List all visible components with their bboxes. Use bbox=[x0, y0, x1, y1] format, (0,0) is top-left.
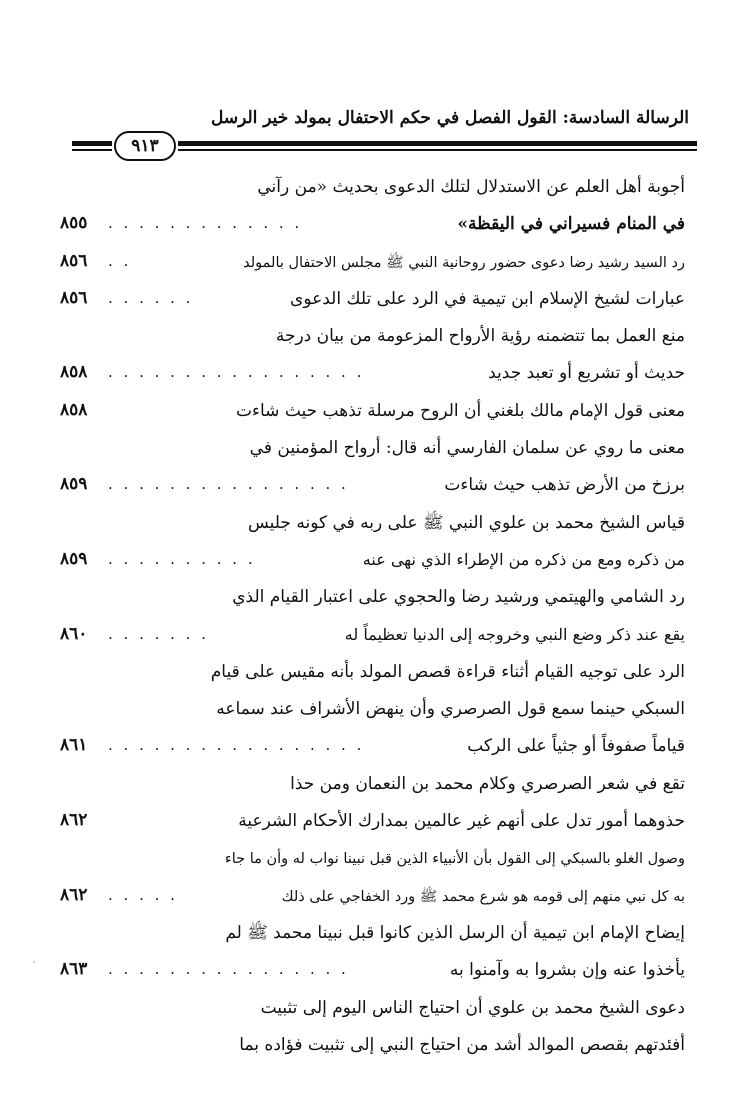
toc-entry bbox=[60, 616, 685, 653]
toc-entry bbox=[60, 392, 685, 429]
toc-entry-text: الرد على توجيه القيام أثناء قراءة قصص المولد بأنه مقيس على قيام bbox=[210, 661, 685, 682]
toc-entry-text: معنى ما روي عن سلمان الفارسي أنه قال: أرواح المؤمنين في bbox=[249, 438, 685, 459]
header-rule bbox=[178, 140, 697, 152]
toc-leader-dots: . . . . . . . . . . bbox=[108, 549, 256, 568]
toc-entry-text: أجوبة أهل العلم عن الاستدلال لتلك الدعوى بحديث «من رآني bbox=[257, 177, 685, 197]
toc-page-number: ٨٦٠ bbox=[60, 623, 88, 644]
toc-entry bbox=[60, 578, 685, 615]
toc-page-number: ٨٥٦ bbox=[60, 250, 88, 271]
toc-leader-dots: . . . . . . . . . . . . . . . . bbox=[108, 960, 349, 979]
toc-page-number: ٨٥٦ bbox=[60, 287, 88, 308]
toc-page-number: ٨٦١ bbox=[60, 735, 88, 756]
running-title: الرسالة السادسة: القول الفصل في حكم الاحتفال بمولد خير الرسل bbox=[210, 108, 689, 128]
toc-entry bbox=[60, 243, 685, 280]
toc-leader-dots: . . . . . . . . . . . . . . . . . bbox=[108, 363, 365, 382]
toc-entry bbox=[60, 541, 685, 578]
toc-page-number: ٨٥٩ bbox=[60, 548, 88, 569]
toc-entry bbox=[60, 466, 685, 503]
toc-entry bbox=[60, 765, 685, 802]
toc-entry bbox=[60, 727, 685, 764]
toc-entry bbox=[60, 168, 685, 205]
toc-leader-dots: . . bbox=[108, 251, 132, 270]
toc-entry bbox=[60, 690, 685, 727]
toc-entry-text: السبكي حينما سمع قول الصرصري وأن ينهض الأشراف عند سماعه bbox=[216, 699, 685, 720]
toc-page-number: ٨٥٥ bbox=[60, 213, 88, 234]
toc-entry-text: دعوى الشيخ محمد بن علوي أن احتياج الناس اليوم إلى تثبيت bbox=[260, 997, 685, 1018]
toc-entry bbox=[60, 839, 685, 876]
toc-page-number: ٨٥٨ bbox=[60, 362, 88, 383]
toc-entry bbox=[60, 1026, 685, 1063]
toc-list bbox=[60, 168, 685, 1063]
toc-entry-text: قياس الشيخ محمد بن علوي النبي ﷺ على ربه في كونه جليس bbox=[248, 512, 685, 533]
toc-entry-text: أفئدتهم بقصص الموالد أشد من احتياج النبي إلى تثبيت فؤاده بما bbox=[239, 1034, 685, 1055]
toc-entry-text: به كل نبي منهم إلى قومه هو شرع محمد ﷺ ورد الخفاجي على ذلك bbox=[281, 888, 685, 905]
toc-entry-text: تقع في شعر الصرصري وكلام محمد بن النعمان ومن حذا bbox=[290, 773, 685, 794]
toc-entry bbox=[60, 317, 685, 354]
toc-leader-dots: . . . . . bbox=[108, 885, 178, 904]
toc-page-number: ٨٦٢ bbox=[60, 810, 88, 831]
header-rule-left bbox=[72, 140, 112, 152]
toc-entry-text: رد الشامي والهيتمي ورشيد رضا والحجوي على اعتبار القيام الذي bbox=[232, 587, 685, 608]
toc-entry-text: يقع عند ذكر وضع النبي وخروجه إلى الدنيا تعظيماً له bbox=[344, 624, 685, 644]
toc-entry-text: حديث أو تشريع أو تعبد جديد bbox=[488, 363, 685, 384]
toc-entry-text: يأخذوا عنه وإن بشروا به وآمنوا به bbox=[449, 960, 685, 981]
toc-leader-dots: . . . . . . . . . . . . . . . . bbox=[108, 475, 349, 494]
toc-entry bbox=[60, 951, 685, 988]
toc-page-number: ٨٦٢ bbox=[60, 884, 88, 905]
toc-entry-text: من ذكره ومع من ذكره من الإطراء الذي نهى عنه bbox=[362, 549, 685, 569]
toc-leader-dots: . . . . . . . . . . . . . bbox=[108, 214, 303, 233]
toc-entry bbox=[60, 653, 685, 690]
toc-entry-text: في المنام فسيراني في اليقظة» bbox=[457, 214, 685, 235]
toc-entry-text: وصول الغلو بالسبكي إلى القول بأن الأنبياء الذين قبل نبينا نواب له وأن ما جاء bbox=[224, 851, 685, 868]
toc-page-number: ٨٦٣ bbox=[60, 959, 88, 980]
toc-entry bbox=[60, 205, 685, 242]
toc-entry bbox=[60, 802, 685, 839]
toc-entry-text: حذوهما أمور تدل على أنهم غير عالمين بمدارك الأحكام الشرعية bbox=[238, 811, 685, 832]
toc-entry-text: منع العمل بما تتضمنه رؤية الأرواح المزعومة من بيان درجة bbox=[275, 326, 685, 347]
toc-entry bbox=[60, 989, 685, 1026]
toc-page-number: ٨٥٨ bbox=[60, 399, 88, 420]
toc-entry-text: عبارات لشيخ الإسلام ابن تيمية في الرد على تلك الدعوى bbox=[290, 288, 685, 309]
toc-entry bbox=[60, 280, 685, 317]
toc-page-number: ٨٥٩ bbox=[60, 474, 88, 495]
toc-leader-dots: . . . . . . . bbox=[108, 624, 209, 643]
toc-leader-dots: . . . . . . . . . . . . . . . . . bbox=[108, 736, 365, 755]
toc-entry-text: قياماً صفوفاً أو جثياً على الركب bbox=[467, 736, 685, 757]
page-number: ٩١٣ bbox=[114, 131, 176, 161]
toc-entry-text: رد السيد رشيد رضا دعوى حضور روحانية النبي ﷺ مجلس الاحتفال بالمولد bbox=[243, 254, 685, 271]
toc-entry bbox=[60, 429, 685, 466]
toc-entry bbox=[60, 354, 685, 391]
toc-entry bbox=[60, 504, 685, 541]
toc-entry-text: برزخ من الأرض تذهب حيث شاءت bbox=[444, 475, 685, 496]
toc-entry-text: إيضاح الإمام ابن تيمية أن الرسل الذين كانوا قبل نبينا محمد ﷺ لم bbox=[225, 922, 685, 943]
toc-leader-dots: . . . . . . bbox=[108, 288, 194, 307]
toc-entry-text: معنى قول الإمام مالك بلغني أن الروح مرسلة تذهب حيث شاءت bbox=[236, 400, 685, 421]
toc-entry bbox=[60, 877, 685, 914]
margin-mark: · bbox=[33, 958, 36, 967]
toc-entry bbox=[60, 914, 685, 951]
